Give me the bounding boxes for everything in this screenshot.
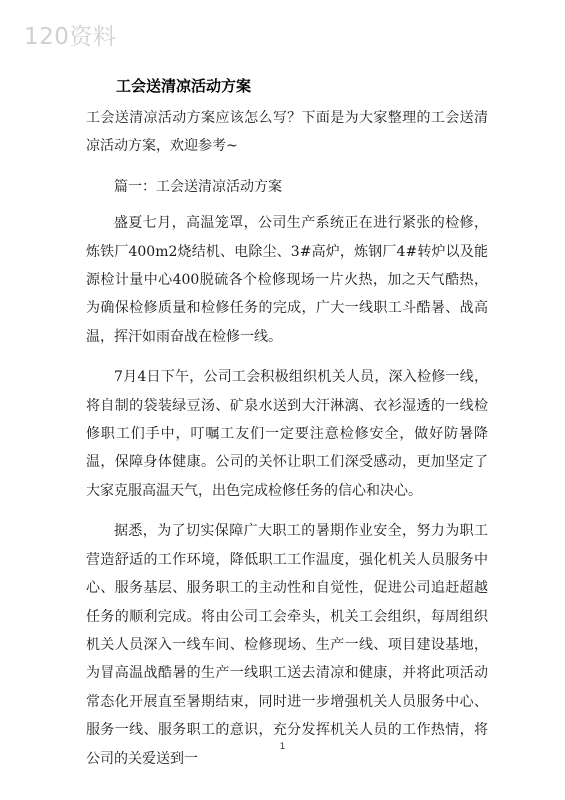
section-heading: 篇一：工会送清凉活动方案 xyxy=(114,178,282,195)
body-paragraph-3: 据悉，为了切实保障广大职工的暑期作业安全，努力为职工营造舒适的工作环境，降低职工工作温度，强化机关人员服务中心、服务基层、服务职工的主动性和自觉性，促进公司追赶超越任务的顺利完成。将由公司工会牵头，机关工会组织，每周组织机关人员深入一线车间、检修现场、生产一线、项目建设基地，为冒高温战酷暑的生产一线职工送去清凉和健康，并将此项活动常态化开展直至暑期结束，同时进一步增强机关人员服务中心、服务一线、服务职工的意识，充分发挥机关人员的工作热情，将公司的关爱送到一 xyxy=(86,523,488,767)
body-paragraph-2: 7月4日下午，公司工会积极组织机关人员，深入检修一线，将自制的袋装绿豆汤、矿泉水送到大汗淋漓、衣衫湿透的一线检修职工们手中，叮嘱工友们一定要注意检修安全，做好防暑降温，保障身体健康。公司的关怀让职工们深受感动，更加坚定了大家克服高温天气，出色完成检修任务的信心和决心。 xyxy=(86,369,488,499)
page-number: 1 xyxy=(279,742,286,752)
intro-paragraph: 工会送清凉活动方案应该怎么写？下面是为大家整理的工会送清凉活动方案，欢迎参考~ xyxy=(86,110,488,155)
body-paragraph-1: 盛夏七月，高温笼罩，公司生产系统正在进行紧张的检修，炼铁厂400m2烧结机、电除尘、3#高炉，炼钢厂4#转炉以及能源检计量中心400脱硫各个检修现场一片火热，加之天气酷热，为确保检修质量和检修任务的完成，广大一线职工斗酷暑、战高温，挥汗如雨奋战在检修一线。 xyxy=(86,215,488,345)
document-body xyxy=(86,76,488,785)
document-title: 工会送清凉活动方案 xyxy=(116,77,252,95)
watermark: 120资料 xyxy=(24,24,117,50)
